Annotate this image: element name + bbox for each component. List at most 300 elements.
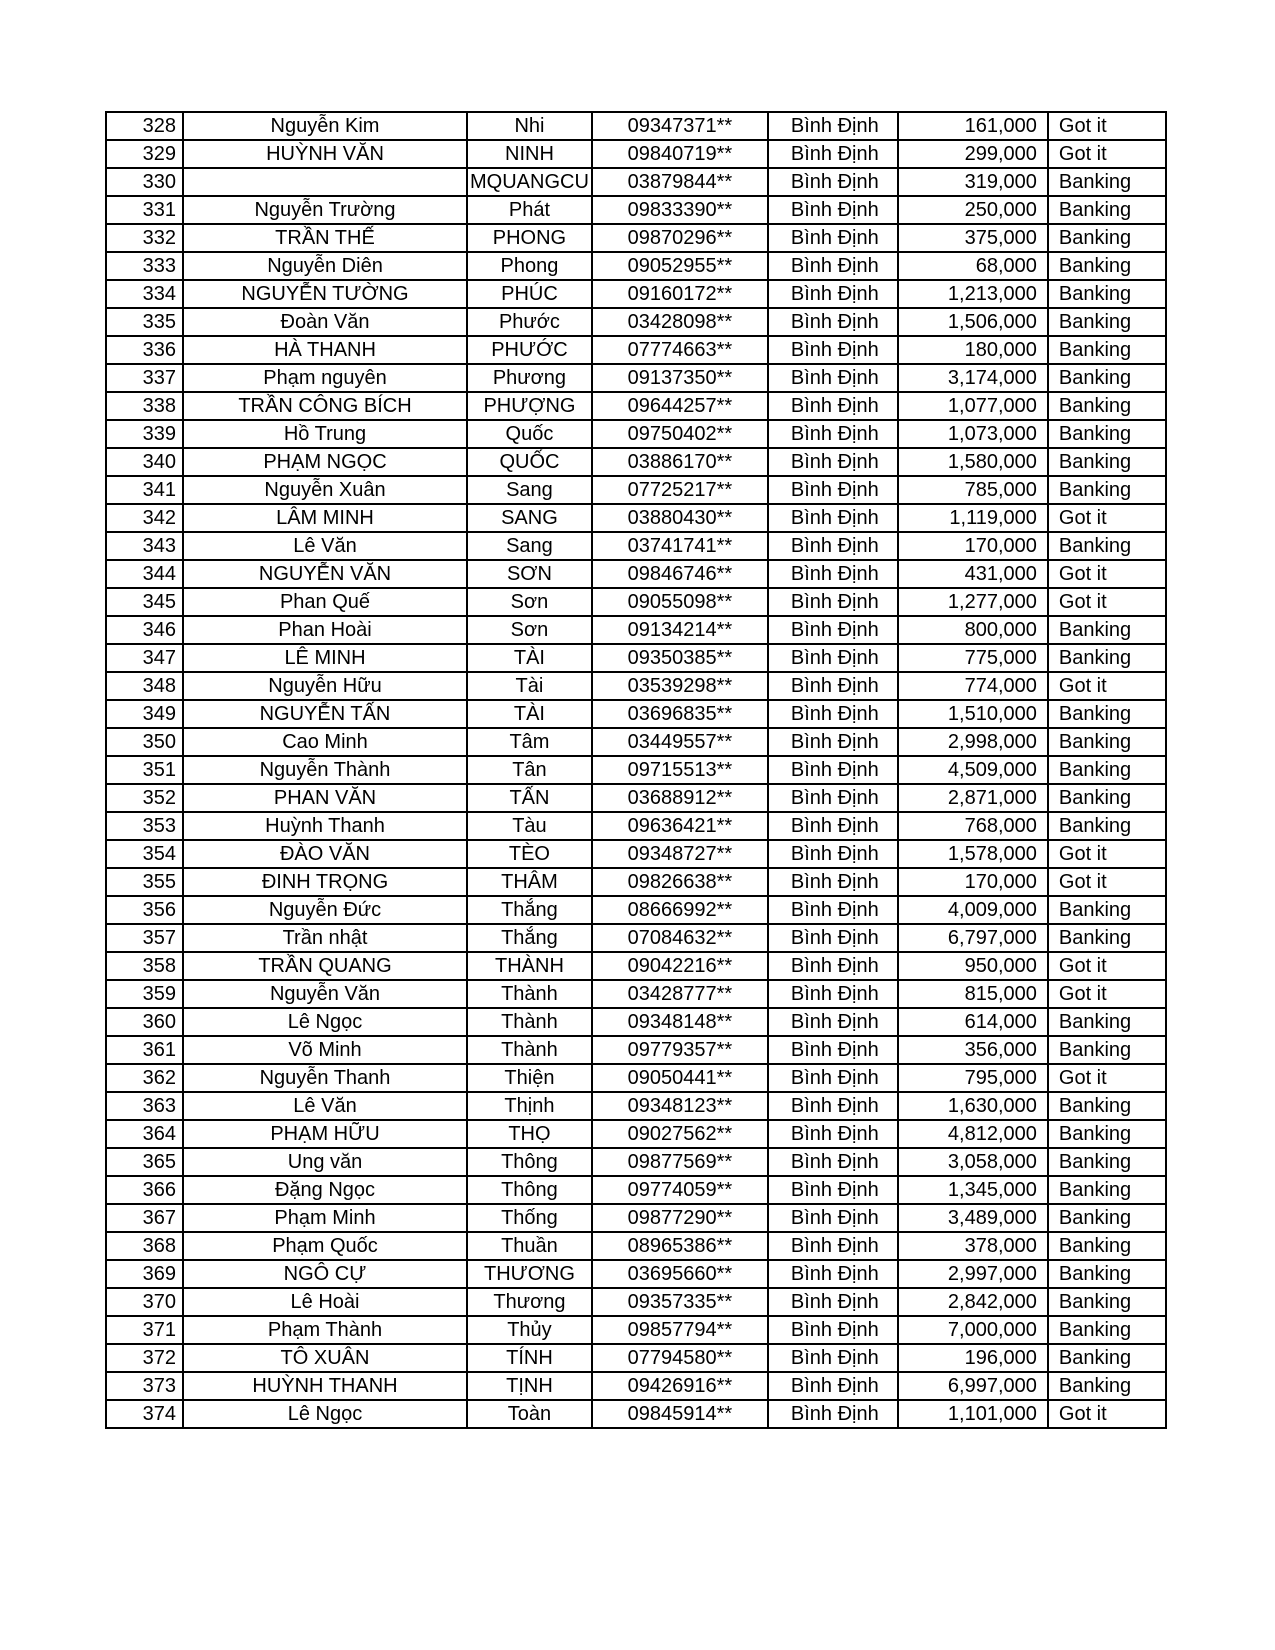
given-name-cell: Tâm xyxy=(467,728,592,756)
province-cell: Bình Định xyxy=(768,924,898,952)
phone-cell: 09877569** xyxy=(592,1148,768,1176)
payment-method-cell: Banking xyxy=(1048,812,1166,840)
payment-method-cell: Got it xyxy=(1048,840,1166,868)
amount-cell: 431,000 xyxy=(898,560,1048,588)
surname-cell: Nguyễn Thanh xyxy=(183,1064,467,1092)
phone-cell: 09350385** xyxy=(592,644,768,672)
winners-table xyxy=(105,111,1167,1429)
phone-cell: 03695660** xyxy=(592,1260,768,1288)
row-number: 348 xyxy=(106,672,183,700)
amount-cell: 2,871,000 xyxy=(898,784,1048,812)
payment-method-cell: Banking xyxy=(1048,1260,1166,1288)
given-name-cell: THÀNH xyxy=(467,952,592,980)
table-row xyxy=(106,504,1166,532)
amount-cell: 1,578,000 xyxy=(898,840,1048,868)
phone-cell: 07725217** xyxy=(592,476,768,504)
surname-cell xyxy=(183,168,467,196)
phone-cell: 09846746** xyxy=(592,560,768,588)
given-name-cell: Sang xyxy=(467,476,592,504)
surname-cell: ĐÀO VĂN xyxy=(183,840,467,868)
payment-method-cell: Banking xyxy=(1048,700,1166,728)
amount-cell: 170,000 xyxy=(898,532,1048,560)
phone-cell: 03741741** xyxy=(592,532,768,560)
phone-cell: 09870296** xyxy=(592,224,768,252)
phone-cell: 09348123** xyxy=(592,1092,768,1120)
phone-cell: 09134214** xyxy=(592,616,768,644)
amount-cell: 1,510,000 xyxy=(898,700,1048,728)
row-number: 358 xyxy=(106,952,183,980)
amount-cell: 2,998,000 xyxy=(898,728,1048,756)
row-number: 370 xyxy=(106,1288,183,1316)
table-row xyxy=(106,840,1166,868)
given-name-cell: Tàu xyxy=(467,812,592,840)
amount-cell: 4,009,000 xyxy=(898,896,1048,924)
province-cell: Bình Định xyxy=(768,812,898,840)
surname-cell: Phan Hoài xyxy=(183,616,467,644)
amount-cell: 6,797,000 xyxy=(898,924,1048,952)
row-number: 342 xyxy=(106,504,183,532)
amount-cell: 196,000 xyxy=(898,1344,1048,1372)
phone-cell: 09840719** xyxy=(592,140,768,168)
table-row xyxy=(106,1288,1166,1316)
province-cell: Bình Định xyxy=(768,280,898,308)
given-name-cell: SANG xyxy=(467,504,592,532)
given-name-cell: TÈO xyxy=(467,840,592,868)
given-name-cell: THỌ xyxy=(467,1120,592,1148)
table-row xyxy=(106,196,1166,224)
phone-cell: 09137350** xyxy=(592,364,768,392)
phone-cell: 08965386** xyxy=(592,1232,768,1260)
payment-method-cell: Banking xyxy=(1048,1204,1166,1232)
phone-cell: 09347371** xyxy=(592,112,768,140)
payment-method-cell: Banking xyxy=(1048,924,1166,952)
province-cell: Bình Định xyxy=(768,1372,898,1400)
payment-method-cell: Banking xyxy=(1048,896,1166,924)
given-name-cell: NINH xyxy=(467,140,592,168)
given-name-cell: PHƯỚC xyxy=(467,336,592,364)
phone-cell: 03449557** xyxy=(592,728,768,756)
amount-cell: 68,000 xyxy=(898,252,1048,280)
amount-cell: 378,000 xyxy=(898,1232,1048,1260)
row-number: 365 xyxy=(106,1148,183,1176)
amount-cell: 299,000 xyxy=(898,140,1048,168)
phone-cell: 03428098** xyxy=(592,308,768,336)
row-number: 339 xyxy=(106,420,183,448)
row-number: 369 xyxy=(106,1260,183,1288)
given-name-cell: Thông xyxy=(467,1148,592,1176)
table-row xyxy=(106,336,1166,364)
row-number: 337 xyxy=(106,364,183,392)
province-cell: Bình Định xyxy=(768,504,898,532)
payment-method-cell: Banking xyxy=(1048,1092,1166,1120)
row-number: 332 xyxy=(106,224,183,252)
province-cell: Bình Định xyxy=(768,728,898,756)
amount-cell: 1,077,000 xyxy=(898,392,1048,420)
province-cell: Bình Định xyxy=(768,336,898,364)
amount-cell: 2,997,000 xyxy=(898,1260,1048,1288)
payment-method-cell: Banking xyxy=(1048,420,1166,448)
amount-cell: 1,345,000 xyxy=(898,1176,1048,1204)
row-number: 331 xyxy=(106,196,183,224)
surname-cell: Võ Minh xyxy=(183,1036,467,1064)
given-name-cell: TÀI xyxy=(467,644,592,672)
payment-method-cell: Got it xyxy=(1048,1064,1166,1092)
surname-cell: Nguyễn Kim xyxy=(183,112,467,140)
row-number: 336 xyxy=(106,336,183,364)
payment-method-cell: Banking xyxy=(1048,1036,1166,1064)
amount-cell: 3,174,000 xyxy=(898,364,1048,392)
row-number: 354 xyxy=(106,840,183,868)
phone-cell: 09845914** xyxy=(592,1400,768,1428)
surname-cell: Nguyễn Xuân xyxy=(183,476,467,504)
surname-cell: TRẦN QUANG xyxy=(183,952,467,980)
province-cell: Bình Định xyxy=(768,532,898,560)
phone-cell: 03886170** xyxy=(592,448,768,476)
province-cell: Bình Định xyxy=(768,1204,898,1232)
table-row xyxy=(106,364,1166,392)
province-cell: Bình Định xyxy=(768,476,898,504)
surname-cell: Phạm Minh xyxy=(183,1204,467,1232)
phone-cell: 03880430** xyxy=(592,504,768,532)
row-number: 364 xyxy=(106,1120,183,1148)
province-cell: Bình Định xyxy=(768,308,898,336)
table-row xyxy=(106,980,1166,1008)
phone-cell: 09027562** xyxy=(592,1120,768,1148)
row-number: 343 xyxy=(106,532,183,560)
given-name-cell: SƠN xyxy=(467,560,592,588)
payment-method-cell: Banking xyxy=(1048,252,1166,280)
phone-cell: 07084632** xyxy=(592,924,768,952)
payment-method-cell: Banking xyxy=(1048,756,1166,784)
given-name-cell: Thắng xyxy=(467,896,592,924)
row-number: 368 xyxy=(106,1232,183,1260)
given-name-cell: Nhi xyxy=(467,112,592,140)
given-name-cell: Phát xyxy=(467,196,592,224)
province-cell: Bình Định xyxy=(768,952,898,980)
given-name-cell: PHONG xyxy=(467,224,592,252)
payment-method-cell: Got it xyxy=(1048,980,1166,1008)
given-name-cell: Thiện xyxy=(467,1064,592,1092)
amount-cell: 1,630,000 xyxy=(898,1092,1048,1120)
given-name-cell: Sơn xyxy=(467,616,592,644)
row-number: 330 xyxy=(106,168,183,196)
given-name-cell: THÂM xyxy=(467,868,592,896)
surname-cell: Phan Quế xyxy=(183,588,467,616)
province-cell: Bình Định xyxy=(768,196,898,224)
province-cell: Bình Định xyxy=(768,224,898,252)
table-row xyxy=(106,728,1166,756)
payment-method-cell: Banking xyxy=(1048,1120,1166,1148)
province-cell: Bình Định xyxy=(768,1260,898,1288)
table-row xyxy=(106,616,1166,644)
amount-cell: 180,000 xyxy=(898,336,1048,364)
surname-cell: HUỲNH VĂN xyxy=(183,140,467,168)
phone-cell: 09055098** xyxy=(592,588,768,616)
table-row xyxy=(106,1400,1166,1428)
given-name-cell: Phương xyxy=(467,364,592,392)
table-row xyxy=(106,1092,1166,1120)
row-number: 347 xyxy=(106,644,183,672)
phone-cell: 09779357** xyxy=(592,1036,768,1064)
table-row xyxy=(106,1372,1166,1400)
phone-cell: 09774059** xyxy=(592,1176,768,1204)
amount-cell: 170,000 xyxy=(898,868,1048,896)
table-row xyxy=(106,644,1166,672)
payment-method-cell: Got it xyxy=(1048,952,1166,980)
phone-cell: 09833390** xyxy=(592,196,768,224)
payment-method-cell: Banking xyxy=(1048,1148,1166,1176)
payment-method-cell: Got it xyxy=(1048,112,1166,140)
surname-cell: PHẠM HỮU xyxy=(183,1120,467,1148)
payment-method-cell: Got it xyxy=(1048,672,1166,700)
row-number: 366 xyxy=(106,1176,183,1204)
phone-cell: 09877290** xyxy=(592,1204,768,1232)
table-row xyxy=(106,700,1166,728)
phone-cell: 03688912** xyxy=(592,784,768,812)
surname-cell: ĐINH TRỌNG xyxy=(183,868,467,896)
province-cell: Bình Định xyxy=(768,644,898,672)
row-number: 371 xyxy=(106,1316,183,1344)
payment-method-cell: Banking xyxy=(1048,1232,1166,1260)
province-cell: Bình Định xyxy=(768,168,898,196)
table-row xyxy=(106,308,1166,336)
row-number: 374 xyxy=(106,1400,183,1428)
given-name-cell: THƯƠNG xyxy=(467,1260,592,1288)
province-cell: Bình Định xyxy=(768,252,898,280)
row-number: 367 xyxy=(106,1204,183,1232)
province-cell: Bình Định xyxy=(768,896,898,924)
given-name-cell: TÀI xyxy=(467,700,592,728)
province-cell: Bình Định xyxy=(768,1148,898,1176)
row-number: 362 xyxy=(106,1064,183,1092)
surname-cell: Nguyễn Hữu xyxy=(183,672,467,700)
row-number: 363 xyxy=(106,1092,183,1120)
province-cell: Bình Định xyxy=(768,868,898,896)
amount-cell: 1,277,000 xyxy=(898,588,1048,616)
province-cell: Bình Định xyxy=(768,1344,898,1372)
province-cell: Bình Định xyxy=(768,784,898,812)
table-row xyxy=(106,532,1166,560)
surname-cell: NGUYỄN TƯỜNG xyxy=(183,280,467,308)
phone-cell: 09644257** xyxy=(592,392,768,420)
surname-cell: NGÔ CỰ xyxy=(183,1260,467,1288)
payment-method-cell: Banking xyxy=(1048,196,1166,224)
row-number: 373 xyxy=(106,1372,183,1400)
surname-cell: PHAN VĂN xyxy=(183,784,467,812)
phone-cell: 09750402** xyxy=(592,420,768,448)
province-cell: Bình Định xyxy=(768,560,898,588)
surname-cell: Phạm Quốc xyxy=(183,1232,467,1260)
province-cell: Bình Định xyxy=(768,616,898,644)
amount-cell: 1,213,000 xyxy=(898,280,1048,308)
given-name-cell: Phong xyxy=(467,252,592,280)
surname-cell: PHẠM NGỌC xyxy=(183,448,467,476)
surname-cell: NGUYỄN TẤN xyxy=(183,700,467,728)
payment-method-cell: Banking xyxy=(1048,224,1166,252)
amount-cell: 1,073,000 xyxy=(898,420,1048,448)
row-number: 359 xyxy=(106,980,183,1008)
amount-cell: 950,000 xyxy=(898,952,1048,980)
table-row xyxy=(106,1064,1166,1092)
payment-method-cell: Banking xyxy=(1048,784,1166,812)
row-number: 340 xyxy=(106,448,183,476)
amount-cell: 375,000 xyxy=(898,224,1048,252)
row-number: 341 xyxy=(106,476,183,504)
table-row xyxy=(106,868,1166,896)
province-cell: Bình Định xyxy=(768,364,898,392)
amount-cell: 1,506,000 xyxy=(898,308,1048,336)
amount-cell: 6,997,000 xyxy=(898,1372,1048,1400)
table-row xyxy=(106,588,1166,616)
table-row xyxy=(106,112,1166,140)
province-cell: Bình Định xyxy=(768,392,898,420)
payment-method-cell: Banking xyxy=(1048,1288,1166,1316)
surname-cell: Đoàn Văn xyxy=(183,308,467,336)
given-name-cell: Quốc xyxy=(467,420,592,448)
table-row xyxy=(106,1036,1166,1064)
given-name-cell: Tài xyxy=(467,672,592,700)
province-cell: Bình Định xyxy=(768,1092,898,1120)
row-number: 346 xyxy=(106,616,183,644)
province-cell: Bình Định xyxy=(768,700,898,728)
phone-cell: 08666992** xyxy=(592,896,768,924)
surname-cell: Phạm nguyên xyxy=(183,364,467,392)
payment-method-cell: Got it xyxy=(1048,588,1166,616)
row-number: 361 xyxy=(106,1036,183,1064)
amount-cell: 2,842,000 xyxy=(898,1288,1048,1316)
given-name-cell: Thương xyxy=(467,1288,592,1316)
surname-cell: Lê Ngọc xyxy=(183,1400,467,1428)
surname-cell: LÊ MINH xyxy=(183,644,467,672)
payment-method-cell: Banking xyxy=(1048,644,1166,672)
amount-cell: 4,509,000 xyxy=(898,756,1048,784)
table-body xyxy=(106,112,1166,1428)
amount-cell: 161,000 xyxy=(898,112,1048,140)
surname-cell: HÀ THANH xyxy=(183,336,467,364)
given-name-cell: Thịnh xyxy=(467,1092,592,1120)
given-name-cell: Thành xyxy=(467,980,592,1008)
payment-method-cell: Banking xyxy=(1048,168,1166,196)
payment-method-cell: Banking xyxy=(1048,308,1166,336)
phone-cell: 03879844** xyxy=(592,168,768,196)
province-cell: Bình Định xyxy=(768,588,898,616)
province-cell: Bình Định xyxy=(768,140,898,168)
amount-cell: 800,000 xyxy=(898,616,1048,644)
phone-cell: 07794580** xyxy=(592,1344,768,1372)
amount-cell: 785,000 xyxy=(898,476,1048,504)
surname-cell: Lê Văn xyxy=(183,532,467,560)
payment-method-cell: Banking xyxy=(1048,392,1166,420)
row-number: 328 xyxy=(106,112,183,140)
province-cell: Bình Định xyxy=(768,980,898,1008)
payment-method-cell: Banking xyxy=(1048,616,1166,644)
payment-method-cell: Banking xyxy=(1048,1008,1166,1036)
province-cell: Bình Định xyxy=(768,1176,898,1204)
row-number: 372 xyxy=(106,1344,183,1372)
surname-cell: Hồ Trung xyxy=(183,420,467,448)
surname-cell: LÂM MINH xyxy=(183,504,467,532)
province-cell: Bình Định xyxy=(768,448,898,476)
given-name-cell: TẤN xyxy=(467,784,592,812)
table-row xyxy=(106,1148,1166,1176)
phone-cell: 03539298** xyxy=(592,672,768,700)
phone-cell: 09042216** xyxy=(592,952,768,980)
row-number: 351 xyxy=(106,756,183,784)
row-number: 349 xyxy=(106,700,183,728)
amount-cell: 356,000 xyxy=(898,1036,1048,1064)
given-name-cell: TÍNH xyxy=(467,1344,592,1372)
table-row xyxy=(106,756,1166,784)
phone-cell: 07774663** xyxy=(592,336,768,364)
amount-cell: 319,000 xyxy=(898,168,1048,196)
table-row xyxy=(106,1008,1166,1036)
table-row xyxy=(106,420,1166,448)
payment-method-cell: Got it xyxy=(1048,504,1166,532)
province-cell: Bình Định xyxy=(768,420,898,448)
surname-cell: Lê Văn xyxy=(183,1092,467,1120)
surname-cell: NGUYỄN VĂN xyxy=(183,560,467,588)
amount-cell: 774,000 xyxy=(898,672,1048,700)
table-row xyxy=(106,280,1166,308)
payment-method-cell: Banking xyxy=(1048,1372,1166,1400)
phone-cell: 09826638** xyxy=(592,868,768,896)
table-row xyxy=(106,1204,1166,1232)
surname-cell: Lê Hoài xyxy=(183,1288,467,1316)
payment-method-cell: Banking xyxy=(1048,448,1166,476)
surname-cell: Trần nhật xyxy=(183,924,467,952)
phone-cell: 09715513** xyxy=(592,756,768,784)
amount-cell: 614,000 xyxy=(898,1008,1048,1036)
table-row xyxy=(106,896,1166,924)
phone-cell: 09857794** xyxy=(592,1316,768,1344)
payment-method-cell: Got it xyxy=(1048,560,1166,588)
given-name-cell: Toàn xyxy=(467,1400,592,1428)
given-name-cell: Thống xyxy=(467,1204,592,1232)
amount-cell: 250,000 xyxy=(898,196,1048,224)
given-name-cell: MQUANGCU xyxy=(467,168,592,196)
province-cell: Bình Định xyxy=(768,112,898,140)
surname-cell: Nguyễn Đức xyxy=(183,896,467,924)
phone-cell: 03428777** xyxy=(592,980,768,1008)
phone-cell: 03696835** xyxy=(592,700,768,728)
given-name-cell: Thông xyxy=(467,1176,592,1204)
row-number: 357 xyxy=(106,924,183,952)
province-cell: Bình Định xyxy=(768,840,898,868)
amount-cell: 815,000 xyxy=(898,980,1048,1008)
phone-cell: 09348148** xyxy=(592,1008,768,1036)
given-name-cell: Sang xyxy=(467,532,592,560)
given-name-cell: Thủy xyxy=(467,1316,592,1344)
payment-method-cell: Got it xyxy=(1048,868,1166,896)
amount-cell: 3,058,000 xyxy=(898,1148,1048,1176)
surname-cell: Ung văn xyxy=(183,1148,467,1176)
given-name-cell: Thuần xyxy=(467,1232,592,1260)
phone-cell: 09160172** xyxy=(592,280,768,308)
amount-cell: 775,000 xyxy=(898,644,1048,672)
payment-method-cell: Banking xyxy=(1048,532,1166,560)
given-name-cell: PHƯỢNG xyxy=(467,392,592,420)
table-row xyxy=(106,168,1166,196)
given-name-cell: Thắng xyxy=(467,924,592,952)
payment-method-cell: Banking xyxy=(1048,336,1166,364)
table-row xyxy=(106,448,1166,476)
row-number: 334 xyxy=(106,280,183,308)
table-row xyxy=(106,224,1166,252)
surname-cell: Nguyễn Trường xyxy=(183,196,467,224)
table-row xyxy=(106,392,1166,420)
payment-method-cell: Banking xyxy=(1048,280,1166,308)
province-cell: Bình Định xyxy=(768,1064,898,1092)
